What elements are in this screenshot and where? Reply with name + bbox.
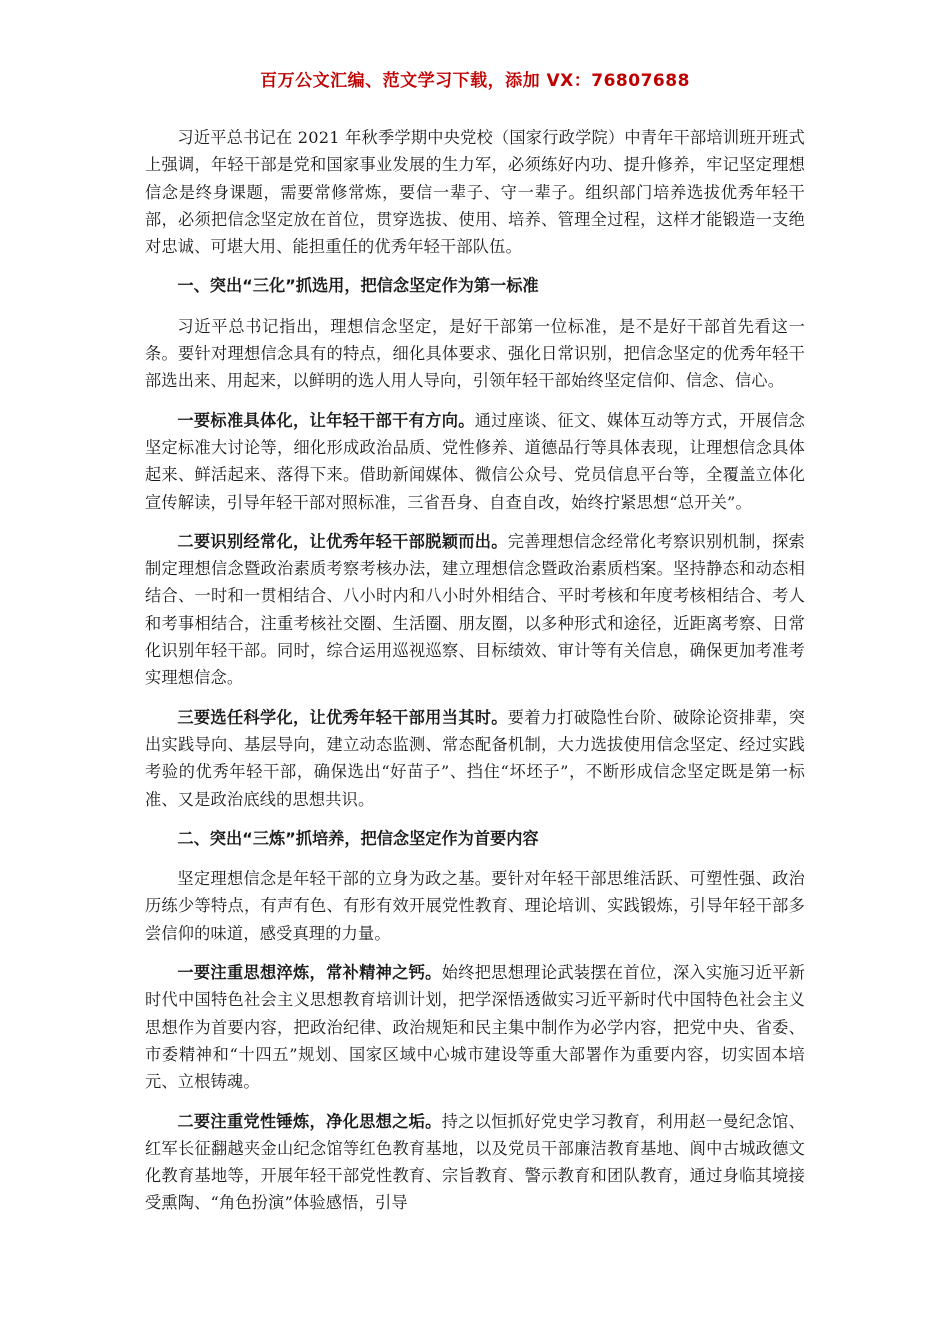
paragraph-body: 始终把思想理论武装摆在首位，深入实施习近平新时代中国特色社会主义思想教育培训计划，把学深悟透做实习近平新时代中国特色社会主义思想作为首要内容，把政治纪律、政治规矩和民主集中制作为必学内容，把党中央、省委、市委精神和“十四五”规划、国家区域中心城市建设等重大部署作为重要内容，切实固本培元、立根铸魂。: [145, 963, 805, 1092]
paragraph-body: 完善理想信念经常化考察识别机制，探索制定理想信念暨政治素质考察考核办法，建立理想信念暨政治素质档案。坚持静态和动态相结合、一时和一贯相结合、八小时内和八小时外相结合、平时考核和年度考核相结合、考人和考事相结合，注重考核社交圈、生活圈、朋友圈，以多种形式和途径，近距离考察、日常化识别年轻干部。同时，综合运用巡视巡察、目标绩效、审计等有关信息，确保更加考准考实理想信念。: [145, 531, 805, 688]
paragraph-lead: 二要注重党性锤炼，净化思想之垢。: [177, 1111, 442, 1131]
header-banner: 百万公文汇编、范文学习下载，添加 VX：76807688: [260, 71, 690, 91]
paragraph-identify-regular: [145, 528, 805, 692]
section1-intro-paragraph: 习近平总书记指出，理想信念坚定，是好干部第一位标准，是不是好干部首先看这一条。要针对理想信念具有的特点，细化具体要求、强化日常识别，把信念坚定的优秀年轻干部选出来、用起来，以鲜明的选人用人导向，引领年轻干部始终坚定信仰、信念、信心。: [145, 316, 805, 391]
paragraph-lead: 二要识别经常化，让优秀年轻干部脱颖而出。: [177, 531, 508, 551]
section-heading-2: 二、突出“三炼”抓培养，把信念坚定作为首要内容: [177, 828, 539, 848]
section-heading-1: 一、突出“三化”抓选用，把信念坚定作为第一标准: [177, 276, 539, 296]
paragraph-standard-specific: [145, 407, 805, 516]
document-body: [145, 124, 805, 1229]
paragraph-party-spirit: [145, 1108, 805, 1217]
paragraph-lead: 一要标准具体化，让年轻干部干有方向。: [177, 410, 475, 430]
paragraph-lead: 一要注重思想淬炼，常补精神之钙。: [177, 963, 442, 983]
paragraph-body: 持之以恒抓好党史学习教育，利用赵一曼纪念馆、红军长征翻越夹金山纪念馆等红色教育基地，以及党员干部廉洁教育基地、阆中古城政德文化教育基地等，开展年轻干部党性教育、宗旨教育、警示教育和团队教育，通过身临其境接受熏陶、“角色扮演”体验感悟，引导: [145, 1111, 805, 1213]
paragraph-lead: 三要选任科学化，让优秀年轻干部用当其时。: [177, 707, 508, 727]
paragraph-thought-tempering: [145, 959, 805, 1095]
paragraph-selection-scientific: [145, 704, 805, 813]
section2-intro-paragraph: 坚定理想信念是年轻干部的立身为政之基。要针对年轻干部思维活跃、可塑性强、政治历练少等特点，有声有色、有形有效开展党性教育、理论培训、实践锻炼，引导年轻干部多尝信仰的味道，感受真理的力量。: [145, 869, 805, 943]
paragraph-body: 通过座谈、征文、媒体互动等方式，开展信念坚定标准大讨论等，细化形成政治品质、党性修养、道德品行等具体表现，让理想信念具体起来、鲜活起来、落得下来。借助新闻媒体、微信公众号、党员信息平台等，全覆盖立体化宣传解读，引导年轻干部对照标准，三省吾身、自查自改，始终拧紧思想“总开关”。: [145, 410, 806, 512]
intro-paragraph: 习近平总书记在 2021 年秋季学期中央党校（国家行政学院）中青年干部培训班开班式上强调，年轻干部是党和国家事业发展的生力军，必须练好内功、提升修养，牢记坚定理想信念是终身课题，需要常修常炼，要信一辈子、守一辈子。组织部门培养选拔优秀年轻干部，必须把信念坚定放在首位，贯穿选拔、使用、培养、管理全过程，这样才能锻造一支绝对忠诚、可堪大用、能担重任的优秀年轻干部队伍。: [145, 128, 805, 257]
paragraph-body: 要着力打破隐性台阶、破除论资排辈，突出实践导向、基层导向，建立动态监测、常态配备机制，大力选拔使用信念坚定、经过实践考验的优秀年轻干部，确保选出“好苗子”、挡住“坏坯子”，不断形成信念坚定既是第一标准、又是政治底线的思想共识。: [145, 707, 805, 809]
